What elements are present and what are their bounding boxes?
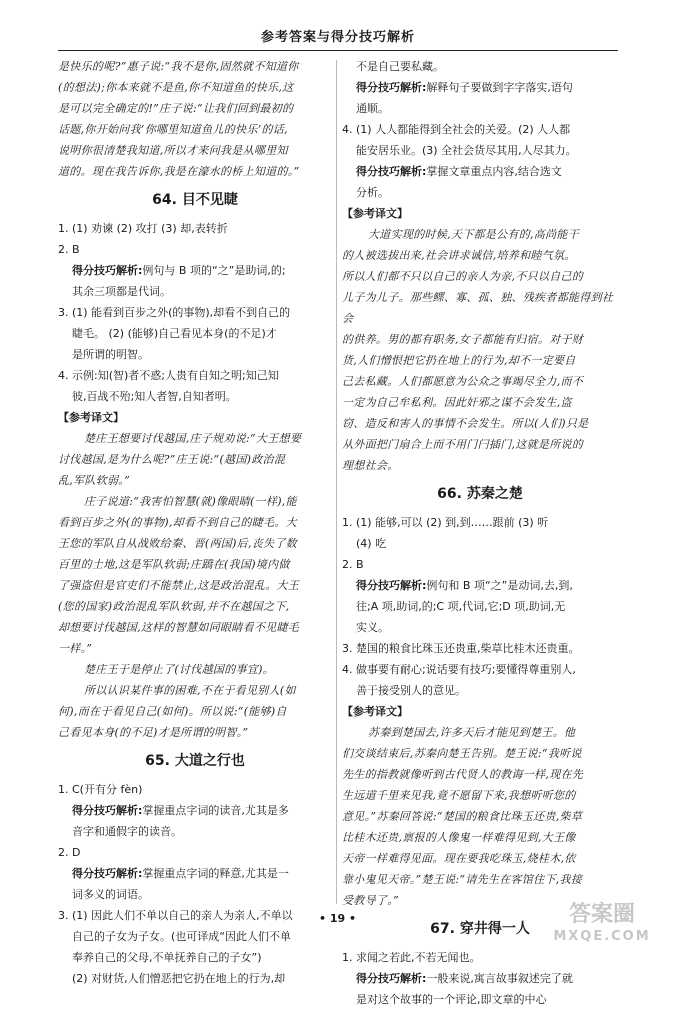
analysis-label: 得分技巧解析: [356, 579, 427, 592]
analysis-text: 解释句子要做到字字落实,语句 [426, 81, 573, 94]
answer-line: 4. 示例:知(智)者不惑;人贵有自知之明;知己知 [58, 369, 279, 382]
answer-line: 彼,百战不殆;知人者智,自知者明。 [72, 390, 237, 403]
translation-line: 儿子为儿子。那些鳏、寡、孤、独、残疾者都能得到社会 [342, 291, 614, 325]
section-heading: 67. 穿井得一人 [430, 921, 530, 937]
answer-line: 1. 求闻之若此,不若无闻也。 [342, 951, 481, 964]
translation-line: 道的。现在我告诉你,我是在濠水的桥上知道的。” [58, 165, 300, 178]
answer-line: 2. B [58, 243, 80, 256]
translation-line: 生远道千里来见我,竟不愿留下来,我想听听您的 [342, 789, 576, 802]
analysis-text: 例句与 B 项的“之”是助词,的; [142, 264, 286, 277]
translation-line: 乱,军队软弱。” [58, 474, 131, 487]
analysis-line [58, 260, 332, 281]
answer-line: 实义。 [356, 621, 389, 634]
translation-line: 楚庄王于是停止了(讨伐越国的事宜)。 [84, 663, 274, 676]
translation-line: 靠小鬼见天帝。”楚王说:“请先生在客馆住下,我接 [342, 873, 583, 886]
analysis-label: 得分技巧解析: [72, 804, 143, 817]
answer-line: 3. (1) 能看到百步之外(的事物),却看不到自己的 [58, 306, 291, 319]
translation-label: 【参考译文】 [58, 411, 124, 424]
translation-line: 货,人们憎恨把它扔在地上的行为,却不一定要自 [342, 354, 576, 367]
answer-line: 往;A 项,助词,的;C 项,代词,它;D 项,助词,无 [356, 600, 566, 613]
translation-line: 百里的土地,这是军队软弱;庄蹻在(我国)境内做 [58, 558, 290, 571]
translation-line: 己去私藏。人们都愿意为公众之事竭尽全力,而不 [342, 375, 584, 388]
watermark-text: 答案圈 [568, 902, 635, 927]
translation-line: 所以人们都不只以自己的亲人为亲,不只以自己的 [342, 270, 584, 283]
answer-line: 2. D [58, 846, 81, 859]
translation-line: 看到百步之外(的事物),却看不到自己的睫毛。大 [58, 516, 297, 529]
header-title: 参考答案与得分技巧解析 [260, 30, 415, 45]
answer-line: 词多义的词语。 [72, 888, 149, 901]
translation-line: 王您的军队自从战败给秦、晋(两国)后,丧失了数 [58, 537, 297, 550]
answer-line: (2) 对财货,人们憎恶把它扔在地上的行为,却 [72, 972, 286, 985]
watermark-logo [537, 904, 667, 944]
answer-line: 4. 做事要有耐心;说话要有技巧;要懂得尊重别人, [342, 663, 576, 676]
translation-line: (您的国家)政治混乱军队软弱,并不在越国之下, [58, 600, 290, 613]
section-heading: 66. 苏秦之楚 [437, 486, 523, 502]
translation-line: 是快乐的呢?”惠子说:“我不是你,固然就不知道你 [58, 60, 299, 73]
analysis-text: 掌握重点字词的释意,尤其是一 [142, 867, 289, 880]
analysis-label: 得分技巧解析: [72, 867, 143, 880]
translation-line: 却想要讨伐越国,这样的智慧如同眼睛看不见睫毛 [58, 621, 300, 634]
translation-line: 从外面把门扇合上而不用门闩插门,这就是所说的 [342, 438, 584, 451]
translation-line: 先生的指教就像听到古代贤人的教诲一样,现在先 [342, 768, 584, 781]
translation-line: 天帝一样难得见面。现在要我吃珠玉,烧桂木,依 [342, 852, 576, 865]
section-heading: 65. 大道之行也 [145, 753, 245, 769]
answer-line: (4) 吃 [356, 537, 387, 550]
analysis-text: 掌握文章重点内容,结合选文 [426, 165, 562, 178]
translation-line: 苏秦到楚国去,许多天后才能见到楚王。他 [368, 726, 576, 739]
translation-line: 受教导了。” [342, 894, 399, 907]
answer-line: 4. (1) 人人都能得到全社会的关爱。(2) 人人都 [342, 123, 571, 136]
page-number: • 19 • [318, 912, 357, 925]
analysis-line [342, 968, 618, 989]
answer-line: 1. (1) 劝谏 (2) 攻打 (3) 却,表转折 [58, 222, 228, 235]
answer-line: 善于接受别人的意见。 [356, 684, 466, 697]
answer-line: 奉养自己的父母,不单抚养自己的子女”) [72, 951, 262, 964]
answer-line: 3. 楚国的粮食比珠玉还贵重,柴草比桂木还贵重。 [342, 642, 580, 655]
left-column [58, 56, 332, 985]
analysis-line [342, 161, 618, 182]
column-divider [336, 60, 337, 904]
answer-line: 自己的子女为子女。(也可译成“因此人们不单 [72, 930, 291, 943]
watermark-site: MXQE.COM [553, 929, 651, 944]
analysis-line [342, 77, 618, 98]
translation-line: 大道实现的时候,天下都是公有的,高尚能干 [368, 228, 579, 241]
translation-line: 了强盗但是官吏们不能禁止,这是政治混乱。大王 [58, 579, 300, 592]
translation-line: 话题,你开始问我‘你哪里知道鱼儿的快乐’的话, [58, 123, 288, 136]
analysis-text: 例句和 B 项“之”是动词,去,到, [426, 579, 573, 592]
translation-line: 楚庄王想要讨伐越国,庄子规劝说:“大王想要 [84, 432, 302, 445]
analysis-label: 得分技巧解析: [356, 165, 427, 178]
translation-line: 一样。” [58, 642, 93, 655]
section-heading: 64. 目不见睫 [152, 192, 238, 208]
translation-line: 何),而在于看见自己(如何)。所以说:“(能够)自 [58, 705, 287, 718]
answer-line: 能安居乐业。(3) 全社会货尽其用,人尽其力。 [356, 144, 577, 157]
translation-line: 所以认识某件事的困难,不在于看见别人(如 [84, 684, 296, 697]
translation-line: 庄子说道:“我害怕智慧(就)像眼睛(一样),能 [84, 495, 297, 508]
answer-line: 其余三项都是代词。 [72, 285, 171, 298]
translation-line: 己看见本身(的不足)才是所谓的明智。” [58, 726, 249, 739]
translation-line: 的人被选拔出来,社会讲求诚信,培养和睦气氛。 [342, 249, 576, 262]
answer-line: 睫毛。 (2) (能够)自己看见本身(的不足)才 [72, 327, 277, 340]
answer-line: 1. (1) 能够,可以 (2) 到,到……跟前 (3) 听 [342, 516, 549, 529]
translation-label: 【参考译文】 [342, 207, 408, 220]
answer-line: 通顺。 [356, 102, 389, 115]
answer-line: 分析。 [356, 186, 389, 199]
analysis-label: 得分技巧解析: [72, 264, 143, 277]
analysis-line [58, 800, 332, 821]
translation-line: 们交谈结束后,苏秦向楚王告别。楚王说:“我听说 [342, 747, 582, 760]
answer-line: 3. (1) 因此人们不单以自己的亲人为亲人,不单以 [58, 909, 293, 922]
translation-line: 一定为自己牟私利。因此奸邪之谋不会发生,盗 [342, 396, 572, 409]
analysis-text: 一般来说,寓言故事叙述完了就 [426, 972, 573, 985]
translation-line: (的想法);你本来就不是鱼,你不知道鱼的快乐,这 [58, 81, 294, 94]
translation-line: 窃、造反和害人的事情不会发生。所以(人们)只是 [342, 417, 589, 430]
translation-label: 【参考译文】 [342, 705, 408, 718]
answer-line: 音字和通假字的读音。 [72, 825, 182, 838]
analysis-label: 得分技巧解析: [356, 81, 427, 94]
translation-line: 意见。”苏秦回答说:“楚国的粮食比珠玉还贵,柴草 [342, 810, 583, 823]
analysis-label: 得分技巧解析: [356, 972, 427, 985]
answer-line: 不是自己要私藏。 [356, 60, 444, 73]
analysis-text: 掌握重点字词的读音,尤其是多 [142, 804, 289, 817]
translation-line: 的供养。男的都有职务,女子都能有归宿。对于财 [342, 333, 584, 346]
analysis-line [58, 863, 332, 884]
translation-line: 理想社会。 [342, 459, 399, 472]
running-header [58, 10, 618, 51]
translation-line: 比桂木还贵,禀报的人像鬼一样难得见到,大王像 [342, 831, 576, 844]
translation-line: 说明你很清楚我知道,所以才来问我是从哪里知 [58, 144, 288, 157]
answer-line: 2. B [342, 558, 364, 571]
answer-line: 是所谓的明智。 [72, 348, 149, 361]
answer-line: 1. C(开有分 fèn) [58, 783, 143, 796]
analysis-line [342, 575, 618, 596]
translation-line: 是可以完全确定的!”庄子说:“让我们回到最初的 [58, 102, 294, 115]
translation-line: 讨伐越国,是为什么呢?”庄王说:“(越国)政治混 [58, 453, 286, 466]
answer-line: 是对这个故事的一个评论,即文章的中心 [356, 993, 547, 1006]
